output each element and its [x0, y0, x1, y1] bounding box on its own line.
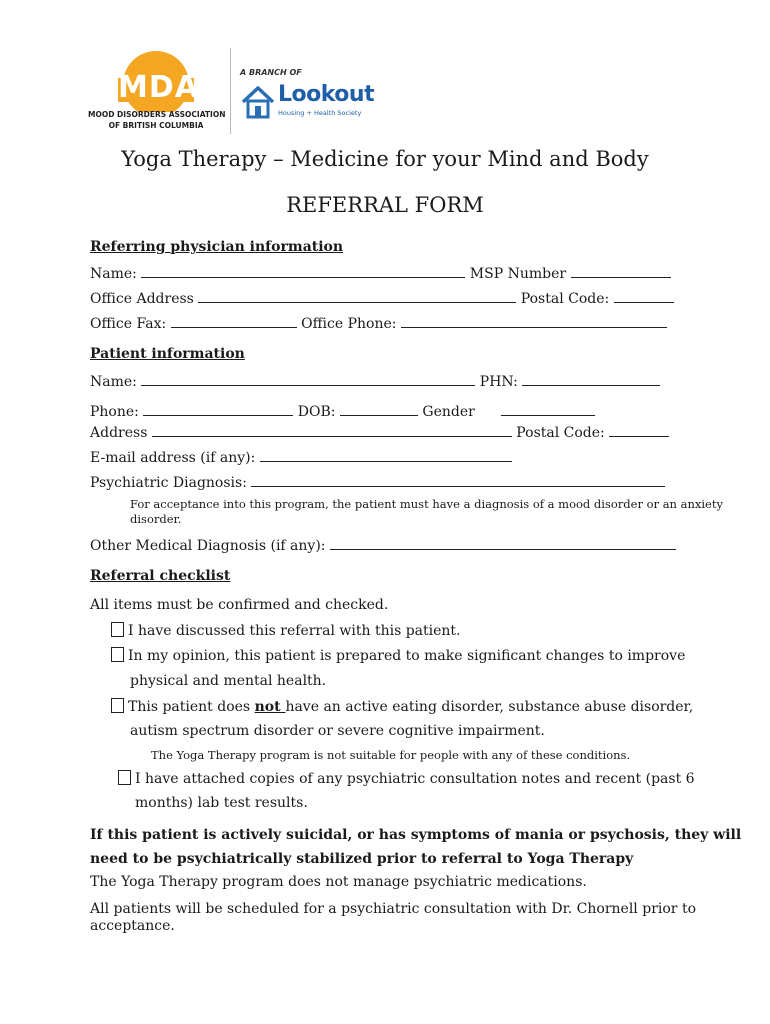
page-subtitle: REFERRAL FORM [286, 193, 484, 217]
logo-divider [230, 48, 231, 134]
patient-psych-label: Psychiatric Diagnosis: [90, 475, 247, 491]
checkbox-no-disorders[interactable] [111, 698, 124, 713]
lookout-sub: Housing + Health Society [278, 109, 362, 117]
physician-name-row [90, 263, 671, 282]
patient-name-field[interactable] [141, 371, 475, 386]
patient-address-label: Address [90, 425, 148, 441]
patient-other-row [90, 535, 676, 554]
patient-name-label: Name: [90, 374, 137, 390]
checklist-item-3-cont: autism spectrum disorder or severe cognitive impairment. [130, 723, 545, 739]
physician-heading: Referring physician information [90, 239, 344, 255]
psych-note-2: disorder. [130, 512, 182, 526]
patient-email-label: E-mail address (if any): [90, 450, 256, 466]
patient-name-row [90, 371, 660, 390]
note-medications: The Yoga Therapy program does not manage psychiatric medications. [90, 874, 587, 890]
physician-fax-field[interactable] [171, 313, 297, 328]
patient-gender-field[interactable] [501, 397, 595, 416]
patient-heading: Patient information [90, 346, 245, 362]
physician-msp-field[interactable] [571, 263, 671, 278]
note-scheduling-1: All patients will be scheduled for a psychiatric consultation with Dr. Chornell prior to [90, 901, 696, 917]
physician-contact-row [90, 313, 667, 332]
checklist-item-3-pre: This patient does [128, 699, 255, 715]
patient-address-row [90, 422, 669, 441]
patient-gender-label: Gender [422, 404, 475, 420]
psych-note: For acceptance into this program, the patient must have a diagnosis of a mood disorder or an anxiety [130, 497, 723, 511]
physician-phone-label: Office Phone: [301, 316, 397, 332]
mda-logo [88, 50, 224, 136]
warning-line-1: If this patient is actively suicidal, or has symptoms of mania or psychosis, they will [90, 827, 742, 843]
patient-dob-field[interactable] [340, 401, 418, 416]
physician-phone-field[interactable] [401, 313, 667, 328]
patient-phn-label: PHN: [479, 374, 518, 390]
checklist-item-3-note: The Yoga Therapy program is not suitable for people with any of these conditions. [151, 748, 631, 762]
physician-name-field[interactable] [141, 263, 465, 278]
patient-email-row [90, 447, 512, 466]
physician-msp-label: MSP Number [469, 266, 567, 282]
warning-line-2: need to be psychiatrically stabilized prior to referral to Yoga Therapy [90, 851, 634, 867]
patient-other-field[interactable] [330, 535, 676, 550]
branch-text: A BRANCH OF [240, 68, 302, 77]
lookout-logo [240, 68, 380, 128]
patient-psych-row [90, 472, 665, 491]
physician-postal-label: Postal Code: [520, 291, 610, 307]
lookout-name: Lookout [278, 82, 375, 107]
patient-email-field[interactable] [260, 447, 512, 462]
checklist-item-3-not: not [254, 699, 286, 715]
physician-address-field[interactable] [198, 288, 516, 303]
physician-address-row [90, 288, 674, 307]
checklist-item-4-cont: months) lab test results. [135, 795, 308, 811]
patient-psych-field[interactable] [251, 472, 665, 487]
house-icon [240, 84, 276, 120]
checklist-item-1 [111, 622, 461, 639]
patient-phone-field[interactable] [143, 401, 293, 416]
page-title: Yoga Therapy – Medicine for your Mind and Body [121, 147, 649, 171]
physician-address-label: Office Address [90, 291, 194, 307]
mda-org-line2: OF BRITISH COLUMBIA [108, 121, 204, 130]
checklist-heading: Referral checklist [90, 568, 231, 584]
patient-phn-field[interactable] [522, 371, 660, 386]
checklist-item-2-cont: physical and mental health. [130, 673, 327, 689]
physician-fax-label: Office Fax: [90, 316, 167, 332]
mda-logo-text: MDA [118, 70, 199, 105]
checklist-item-3 [111, 698, 693, 715]
mda-org-line1: MOOD DISORDERS ASSOCIATION [88, 110, 226, 119]
checklist-item-2-text: In my opinion, this patient is prepared to make significant changes to improve [128, 648, 686, 664]
checklist-item-1-text: I have discussed this referral with this patient. [128, 623, 461, 639]
physician-postal-field[interactable] [614, 288, 674, 303]
checklist-intro: All items must be confirmed and checked. [90, 597, 389, 613]
checklist-item-2 [111, 647, 685, 664]
patient-phone-label: Phone: [90, 404, 139, 420]
checklist-item-4 [118, 770, 695, 787]
patient-other-label: Other Medical Diagnosis (if any): [90, 538, 326, 554]
note-scheduling-2: acceptance. [90, 918, 175, 934]
checklist-item-3-post: have an active eating disorder, substance abuse disorder, [285, 699, 694, 715]
patient-phone-row [90, 397, 595, 420]
patient-postal-field[interactable] [609, 422, 669, 437]
patient-address-field[interactable] [152, 422, 512, 437]
patient-postal-label: Postal Code: [516, 425, 605, 441]
checklist-item-4-text: I have attached copies of any psychiatric consultation notes and recent (past 6 [135, 771, 695, 787]
checkbox-prepared[interactable] [111, 647, 124, 662]
checkbox-attached[interactable] [118, 770, 131, 785]
patient-dob-label: DOB: [297, 404, 336, 420]
checkbox-discussed[interactable] [111, 622, 124, 637]
physician-name-label: Name: [90, 266, 137, 282]
